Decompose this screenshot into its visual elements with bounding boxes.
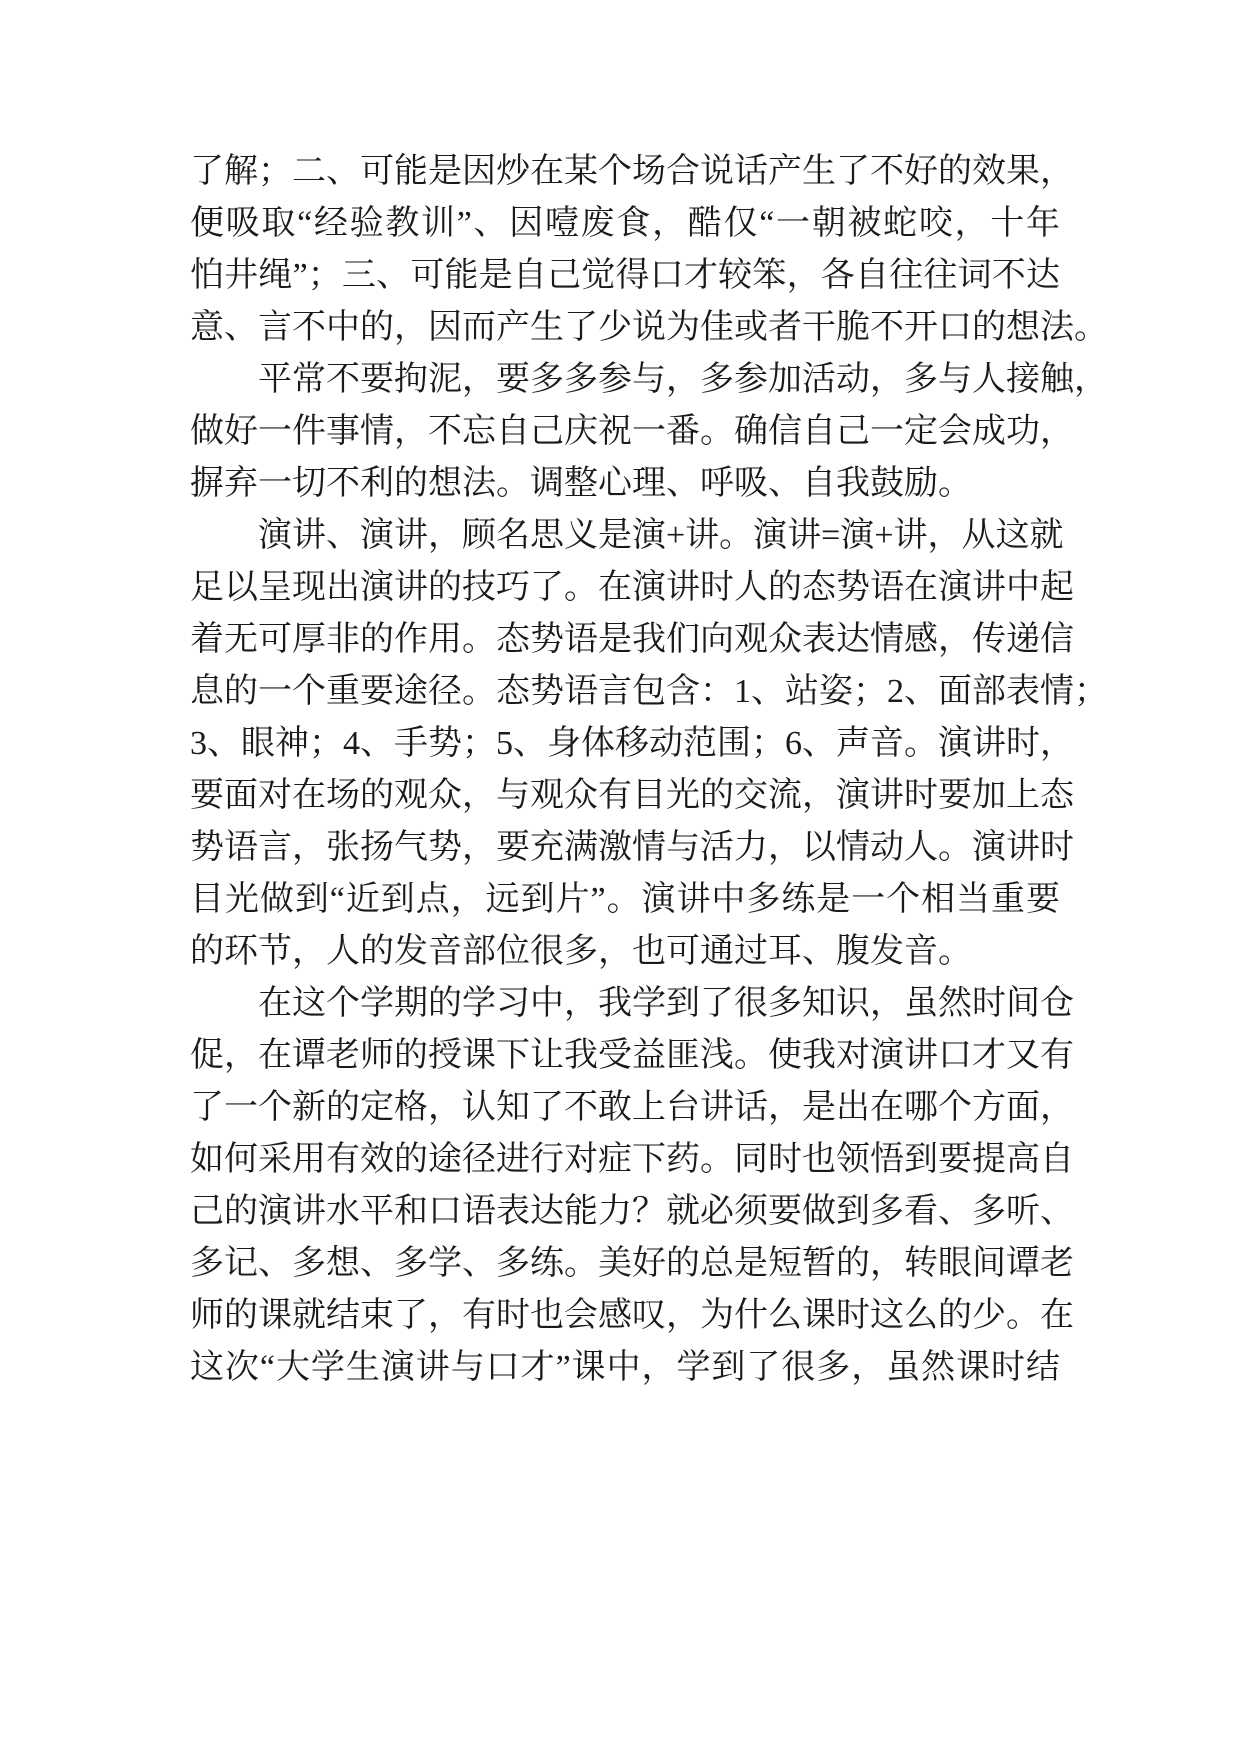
text-line: 要面对在场的观众，与观众有目光的交流，演讲时要加上态 (190, 777, 1074, 814)
text-line: 师的课就结束了，有时也会感叹，为什么课时这么的少。在 (190, 1297, 1074, 1334)
paragraph-first-line: 演讲、演讲，顾名思义是演+讲。演讲=演+讲，从这就 (258, 517, 1064, 554)
text-line: 足以呈现出演讲的技巧了。在演讲时人的态势语在演讲中起 (190, 569, 1074, 606)
text-line: 己的演讲水平和口语表达能力？就必须要做到多看、多听、 (190, 1193, 1074, 1230)
text-line: 意、言不中的，因而产生了少说为佳或者干脆不开口的想法。 (190, 309, 1108, 346)
text-line: 怕井绳”；三、可能是自己觉得口才较笨，各自往往词不达 (190, 257, 1060, 294)
text-line: 促，在谭老师的授课下让我受益匪浅。使我对演讲口才又有 (190, 1037, 1074, 1074)
text-line: 了一个新的定格，认知了不敢上台讲话，是出在哪个方面， (190, 1089, 1074, 1126)
text-line: 这次“大学生演讲与口才”课中，学到了很多，虽然课时结 (190, 1349, 1060, 1386)
paragraph-first-line: 在这个学期的学习中，我学到了很多知识，虽然时间仓 (258, 985, 1074, 1022)
text-line: 势语言，张扬气势，要充满激情与活力，以情动人。演讲时 (190, 829, 1074, 866)
text-line: 多记、多想、多学、多练。美好的总是短暂的，转眼间谭老 (190, 1245, 1074, 1282)
text-line: 做好一件事情，不忘自己庆祝一番。确信自己一定会成功， (190, 413, 1074, 450)
text-line: 着无可厚非的作用。态势语是我们向观众表达情感，传递信 (190, 621, 1074, 658)
text-line: 便吸取“经验教训”、因噎废食，酷仅“一朝被蛇咬，十年 (190, 205, 1060, 242)
paragraph-first-line: 平常不要拘泥，要多多参与，多参加活动，多与人接触， (258, 361, 1108, 398)
text-line: 的环节，人的发音部位很多，也可通过耳、腹发音。 (190, 933, 972, 970)
text-line: 3、眼神；4、手势；5、身体移动范围；6、声音。演讲时， (190, 725, 1074, 762)
text-line: 息的一个重要途径。态势语言包含：1、站姿；2、面部表情； (190, 673, 1108, 710)
text-line: 了解；二、可能是因炒在某个场合说话产生了不好的效果， (190, 153, 1074, 190)
text-line: 摒弃一切不利的想法。调整心理、呼吸、自我鼓励。 (190, 465, 972, 502)
text-line: 目光做到“近到点，远到片”。演讲中多练是一个相当重要 (190, 881, 1060, 918)
text-line: 如何采用有效的途径进行对症下药。同时也领悟到要提高自 (190, 1141, 1074, 1178)
